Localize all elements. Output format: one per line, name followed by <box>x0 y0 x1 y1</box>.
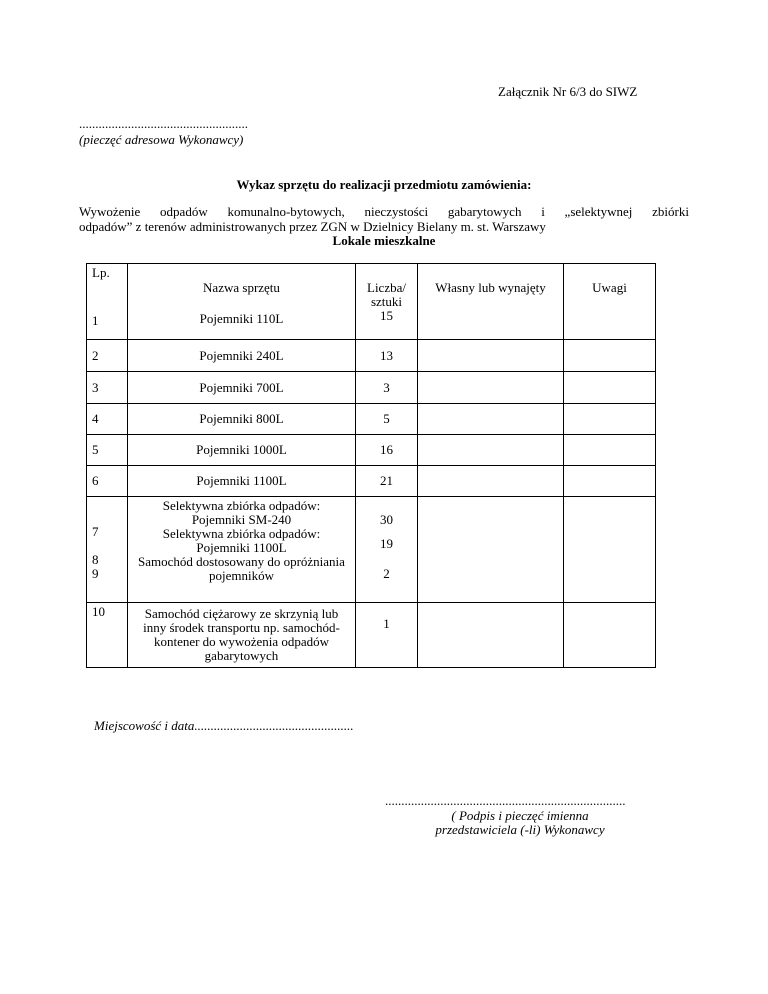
row-name: Pojemniki 240L <box>128 340 356 372</box>
row-lp: 4 <box>87 404 128 435</box>
row-name: Samochód ciężarowy ze skrzynią lub <box>144 606 339 621</box>
row-count: 5 <box>356 404 418 435</box>
row-lp: 7 <box>92 524 99 539</box>
signature-dotted-line: .......................................................................... <box>385 793 626 808</box>
row-lp: 3 <box>87 372 128 404</box>
table-row <box>87 404 656 435</box>
table-row-group <box>87 497 656 603</box>
row-name: Pojemniki 1100L <box>128 466 356 497</box>
lp-header: Lp. <box>92 265 110 280</box>
table-row <box>87 435 656 466</box>
name-header: Nazwa sprzętu <box>203 280 280 295</box>
group-count-cell <box>356 497 418 603</box>
row-lp: 8 <box>92 552 99 567</box>
table-header-row <box>87 264 656 296</box>
row-ownership <box>418 497 564 603</box>
row-ownership <box>418 404 564 435</box>
row-name: Selektywna zbiórka odpadów: <box>162 498 321 513</box>
row-notes <box>564 497 656 603</box>
annex-reference: Załącznik Nr 6/3 do SIWZ <box>498 84 638 99</box>
row-name: Samochód dostosowany do opróżniania <box>138 554 345 569</box>
intro-line-2: odpadów” z terenów administrowanych przez ZGN w Dzielnicy Bielany m. st. Warszawy <box>79 219 546 234</box>
row-name: Pojemniki 800L <box>128 404 356 435</box>
stamp-label: (pieczęć adresowa Wykonawcy) <box>79 132 244 147</box>
row-notes <box>564 340 656 372</box>
count-header: Liczba/ sztuki <box>367 280 406 309</box>
row-count: 16 <box>356 435 418 466</box>
row-ownership <box>418 372 564 404</box>
equipment-table <box>86 263 656 668</box>
row-count: 3 <box>356 372 418 404</box>
row-notes <box>564 372 656 404</box>
row-count: 19 <box>380 536 393 551</box>
signature-label-2: przedstawiciela (-li) Wykonawcy <box>435 822 605 837</box>
row-count: 1 <box>356 603 418 668</box>
notes-header: Uwagi <box>592 280 627 295</box>
row-ownership <box>418 603 564 668</box>
row-name-cell <box>128 603 356 668</box>
row-notes <box>564 603 656 668</box>
row-name: gabarytowych <box>204 648 279 663</box>
place-and-date-line: Miejscowość i data................................................. <box>94 718 354 733</box>
row-count: 13 <box>356 340 418 372</box>
row-name: kontener do wywożenia odpadów <box>153 634 330 649</box>
row-ownership <box>418 340 564 372</box>
row-lp: 5 <box>87 435 128 466</box>
row-name: Pojemniki 1100L <box>196 540 287 555</box>
row-name: Selektywna zbiórka odpadów: <box>162 526 321 541</box>
signature-label-1: ( Podpis i pieczęć imienna <box>451 808 589 823</box>
group-name-cell <box>128 497 356 603</box>
intro-line-1: Wywożenie odpadów komunalno-bytowych, nieczystości gabarytowych i „selektywnej zbiórki <box>79 204 689 219</box>
row-count: 21 <box>356 466 418 497</box>
row-count: 2 <box>383 566 390 581</box>
table-row <box>87 340 656 372</box>
ownership-header: Własny lub wynajęty <box>435 280 546 295</box>
group-lp-cell <box>87 497 128 603</box>
row-count: 30 <box>380 512 393 527</box>
table-row <box>87 603 656 668</box>
count-header-cell <box>356 264 418 340</box>
lp-header-cell <box>87 264 128 340</box>
row-notes <box>564 466 656 497</box>
row-lp: 2 <box>87 340 128 372</box>
row-lp: 6 <box>87 466 128 497</box>
row-notes <box>564 435 656 466</box>
row-name: pojemników <box>209 568 274 583</box>
notes-header-cell <box>564 264 656 340</box>
row-lp: 9 <box>92 566 99 581</box>
name-header-cell <box>128 264 356 340</box>
table-row-lp: 1 <box>92 313 99 328</box>
row-name: inny środek transportu np. samochód- <box>143 620 340 635</box>
table-row-count: 15 <box>380 308 393 323</box>
row-notes <box>564 404 656 435</box>
row-name: Pojemniki 1000L <box>128 435 356 466</box>
row-ownership <box>418 435 564 466</box>
document-heading: Wykaz sprzętu do realizacji przedmiotu zamówienia: <box>236 177 532 192</box>
table-row <box>87 372 656 404</box>
table-row <box>87 466 656 497</box>
table-row-name: Pojemniki 110L <box>199 311 284 326</box>
row-name: Pojemniki 700L <box>128 372 356 404</box>
stamp-dotted-line: .................................................... <box>79 116 248 131</box>
row-name: Pojemniki SM-240 <box>191 512 292 527</box>
document-subtitle: Lokale mieszkalne <box>332 233 436 248</box>
row-lp: 10 <box>87 603 128 668</box>
row-ownership <box>418 466 564 497</box>
ownership-header-cell <box>418 264 564 340</box>
